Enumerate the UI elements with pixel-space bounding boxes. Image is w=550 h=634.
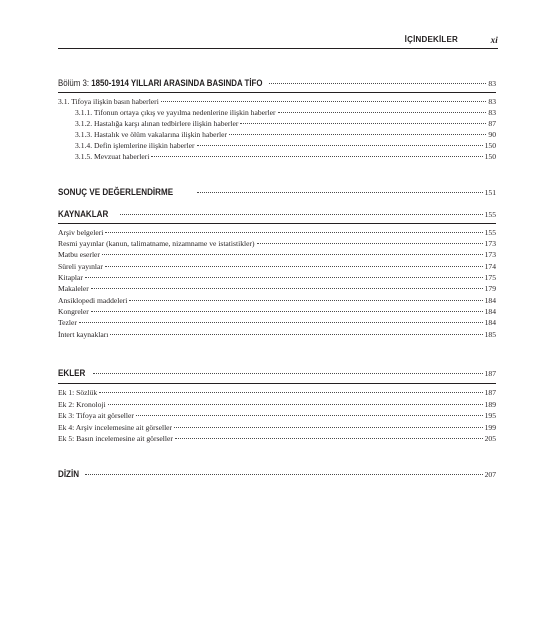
entry-label: Ek 2: Kronoloji (58, 400, 106, 409)
page-number: 87 (488, 119, 496, 128)
entry-label: Tezler (58, 318, 77, 327)
dot-leader (93, 373, 483, 374)
toc-entry[interactable] (58, 119, 496, 128)
section-title: KAYNAKLAR (58, 209, 109, 220)
entry-label: Ek 1: Sözlük (58, 388, 98, 397)
toc-entry[interactable] (58, 262, 496, 271)
section-rule (58, 92, 496, 93)
dot-leader (197, 145, 483, 146)
dot-leader (161, 101, 487, 102)
page-number: 90 (488, 130, 496, 139)
page-number: 83 (488, 97, 496, 106)
section-rule (58, 383, 496, 384)
entry-label: 3.1.4. Defin işlemlerine ilişkin haberler (75, 141, 195, 150)
page-number: 83 (488, 108, 496, 117)
page-number: 173 (484, 250, 496, 259)
dot-leader (102, 254, 483, 255)
page-number: 184 (484, 307, 496, 316)
page-number: 207 (484, 470, 496, 479)
entry-label: Ansiklopedi maddeleri (58, 296, 128, 305)
toc-entry[interactable] (58, 284, 496, 293)
dot-leader (99, 392, 482, 393)
dot-leader (257, 243, 483, 244)
page-number: 185 (484, 330, 496, 339)
dot-leader (197, 192, 483, 193)
dot-leader (91, 311, 483, 312)
page-number: 189 (484, 400, 496, 409)
page-number: 151 (484, 188, 496, 197)
dot-leader (91, 288, 483, 289)
dot-leader (269, 83, 486, 84)
page-number: 155 (484, 228, 496, 237)
section-rule (58, 223, 496, 224)
page-number: 205 (484, 434, 496, 443)
entry-label: 3.1.5. Mevzuat haberleri (75, 152, 150, 161)
dot-leader (85, 277, 483, 278)
dot-leader (174, 427, 483, 428)
toc-entry[interactable] (58, 400, 496, 409)
dot-leader (129, 300, 482, 301)
page-number: 83 (488, 79, 496, 88)
toc-entry[interactable] (58, 108, 496, 117)
toc-entry[interactable] (58, 250, 496, 259)
toc-entry-chapter-3[interactable] (58, 78, 496, 89)
toc-entry[interactable] (58, 97, 496, 106)
page-number: 195 (484, 411, 496, 420)
page-number: 179 (484, 284, 496, 293)
toc-entry[interactable] (58, 434, 496, 443)
dot-leader (278, 112, 487, 113)
chapter-prefix: Bölüm 3: (58, 78, 92, 89)
toc-entry-conclusion[interactable] (58, 187, 496, 198)
running-head-page-number: xi (490, 35, 498, 45)
entry-label: Matbu eserler (58, 250, 100, 259)
page-number: 187 (484, 388, 496, 397)
entry-label: Kitaplar (58, 273, 83, 282)
entry-label: Resmi yayınlar (kanun, talimatname, nizamname ve istatistikler) (58, 239, 255, 248)
section-title: SONUÇ VE DEĞERLENDİRME (58, 187, 174, 198)
toc-entry[interactable] (58, 130, 496, 139)
toc-entry[interactable] (58, 228, 496, 237)
entry-label: 3.1.3. Hastalık ve ölüm vakalarına ilişkin haberler (75, 130, 228, 139)
page-number: 150 (484, 152, 496, 161)
entry-label: Arşiv belgeleri (58, 228, 104, 237)
toc-entry[interactable] (58, 388, 496, 397)
dot-leader (120, 214, 483, 215)
running-head-title: İÇİNDEKİLER (404, 35, 458, 44)
entry-label: İntert kaynakları (58, 330, 109, 339)
page-number: 174 (484, 262, 496, 271)
dot-leader (105, 266, 483, 267)
entry-label: Süreli yayınlar (58, 262, 103, 271)
toc-entry[interactable] (58, 330, 496, 339)
dot-leader (79, 322, 483, 323)
dot-leader (229, 134, 486, 135)
dot-leader (105, 232, 482, 233)
entry-label: Ek 3: Tifoya ait görseller (58, 411, 134, 420)
dot-leader (85, 474, 483, 475)
toc-entry[interactable] (58, 239, 496, 248)
toc-entry[interactable] (58, 141, 496, 150)
page-number: 173 (484, 239, 496, 248)
entry-label: Kongreler (58, 307, 89, 316)
page-number: 187 (484, 369, 496, 378)
table-of-contents (58, 0, 496, 634)
page-number: 175 (484, 273, 496, 282)
entry-label: 3.1. Tifoya ilişkin basın haberleri (58, 97, 159, 106)
toc-entry[interactable] (58, 307, 496, 316)
entry-label: Ek 4: Arşiv incelemesine ait görseller (58, 423, 173, 432)
toc-entry[interactable] (58, 296, 496, 305)
dot-leader (110, 334, 482, 335)
section-title: DİZİN (58, 469, 80, 480)
entry-label: 3.1.2. Hastalığa karşı alınan tedbirlere ilişkin haberler (75, 119, 239, 128)
page-number: 184 (484, 318, 496, 327)
dot-leader (108, 404, 483, 405)
chapter-title: 1850-1914 YILLARI ARASINDA BASINDA TİFO (91, 78, 263, 89)
entry-label: Makaleler (58, 284, 89, 293)
toc-entry-index[interactable] (58, 469, 496, 480)
toc-entry[interactable] (58, 411, 496, 420)
toc-entry-references[interactable] (58, 209, 496, 220)
toc-entry[interactable] (58, 423, 496, 432)
page-number: 199 (484, 423, 496, 432)
page-number: 184 (484, 296, 496, 305)
dot-leader (136, 415, 483, 416)
toc-entry[interactable] (58, 152, 496, 161)
entry-label: 3.1.1. Tifonun ortaya çıkış ve yayılma nedenlerine ilişkin haberler (75, 108, 276, 117)
page-number: 150 (484, 141, 496, 150)
toc-entry[interactable] (58, 273, 496, 282)
section-title: EKLER (58, 368, 86, 379)
dot-leader (240, 123, 486, 124)
page-number: 155 (484, 210, 496, 219)
entry-label: Ek 5: Basın incelemesine ait görseller (58, 434, 173, 443)
toc-entry[interactable] (58, 318, 496, 327)
toc-entry-appendices[interactable] (58, 368, 496, 379)
dot-leader (175, 438, 483, 439)
dot-leader (151, 156, 482, 157)
